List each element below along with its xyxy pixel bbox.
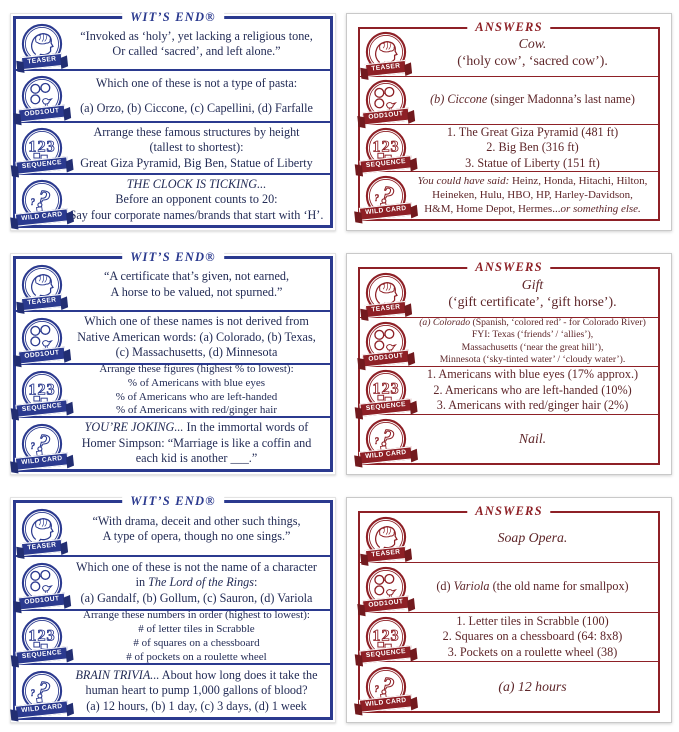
teaser-stamp	[16, 259, 68, 310]
card-sections	[360, 513, 658, 711]
wildcard-stamp	[16, 418, 68, 469]
section-teaser	[16, 503, 330, 555]
odd1out-ribbon-label: ODD1OUT	[362, 596, 410, 613]
odd1out-ribbon-label: ODD1OUT	[18, 593, 66, 610]
sequence-ribbon-label: SEQUENCE	[15, 157, 68, 175]
card-sections	[16, 19, 330, 225]
card-title: ANSWERS	[467, 260, 550, 275]
section-sequence	[360, 366, 658, 415]
answer-card-1	[346, 13, 672, 231]
section-sequence	[16, 609, 330, 663]
answer-card-3	[346, 497, 672, 723]
section-odd1out	[16, 310, 330, 363]
teaser-ribbon-label: TEASER	[21, 539, 63, 556]
section-text: Arrange these figures (highest % to lowest): % of Americans with blue eyes % of Americans who are left-handed % of Americans with red/ginger hair	[99, 362, 294, 417]
section-wildcard	[360, 414, 658, 463]
question-card-3-frame	[13, 494, 333, 720]
wildcard-stamp	[16, 665, 68, 717]
section-text: “Invoked as ‘holy’, yet lacking a religious tone, Or called ‘sacred’, and left alone.”	[80, 28, 313, 58]
section-odd1out	[360, 562, 658, 612]
answer-card-1-frame	[358, 20, 660, 221]
section-teaser	[360, 269, 658, 317]
section-odd1out	[360, 317, 658, 366]
answer-card-3-frame	[358, 504, 660, 713]
section-teaser	[360, 29, 658, 76]
card-sections	[16, 503, 330, 717]
section-sequence	[16, 121, 330, 173]
question-card-1-frame	[13, 10, 333, 228]
question-card-1	[10, 10, 336, 231]
odd1out-ribbon-label: ODD1OUT	[362, 108, 410, 125]
wildcard-ribbon-label: WILD CARD	[359, 447, 413, 465]
section-sequence	[360, 612, 658, 662]
section-wildcard	[16, 173, 330, 225]
odd1out-ribbon-label: ODD1OUT	[18, 105, 66, 122]
odd1out-stamp	[16, 557, 68, 609]
sequence-ribbon-label: SEQUENCE	[15, 647, 68, 665]
question-card-2-frame	[13, 250, 333, 472]
section-text: Which one of these names is not derived from Native American words: (a) Colorado, (b) Texas, (c) Massachusetts, (d) Minnesota	[77, 314, 316, 360]
wildcard-stamp	[360, 415, 412, 463]
section-text: Which one of these is not a type of pasta: (a) Orzo, (b) Ciccone, (c) Capellini, (d) Farfalle	[80, 76, 313, 115]
section-sequence	[16, 363, 330, 416]
card-sections	[360, 269, 658, 463]
section-teaser	[360, 513, 658, 562]
question-card-3	[10, 494, 336, 723]
teaser-stamp	[360, 269, 412, 317]
wildcard-ribbon-label: WILD CARD	[359, 695, 413, 713]
section-text: Arrange these famous structures by height (tallest to shortest): Great Giza Pyramid, Big Ben, Statue of Liberty	[80, 124, 313, 170]
sequence-stamp	[16, 611, 68, 663]
card-title: ANSWERS	[467, 504, 550, 519]
odd1out-stamp	[360, 318, 412, 366]
card-title: WIT’S END®	[122, 494, 224, 509]
section-text: (a) 12 hours	[498, 678, 567, 694]
sequence-stamp	[16, 123, 68, 173]
section-text: 1. The Great Giza Pyramid (481 ft) 2. Big Ben (316 ft) 3. Statue of Liberty (151 ft)	[446, 124, 619, 170]
section-text: Which one of these is not the name of a character in The Lord of the Rings: (a) Gandalf, (b) Gollum, (c) Sauron, (d) Variola	[76, 559, 317, 605]
teaser-stamp	[360, 513, 412, 562]
odd1out-ribbon-label: ODD1OUT	[362, 350, 410, 367]
section-text: BRAIN TRIVIA... About how long does it take the human heart to pump 1,000 gallons of blood? (a) 12 hours, (b) 1 day, (c) 3 days, (d) 1 week	[75, 667, 318, 713]
teaser-stamp	[360, 29, 412, 76]
section-text: THE CLOCK IS TICKING... Before an opponent counts to 20: Say four corporate names/brands that start with ‘H’.	[69, 176, 324, 222]
teaser-stamp	[16, 19, 68, 69]
wildcard-stamp	[360, 172, 412, 219]
teaser-ribbon-label: TEASER	[365, 546, 407, 563]
section-text: Gift (‘gift certificate’, ‘gift horse’).	[448, 276, 617, 309]
section-teaser	[16, 19, 330, 69]
wildcard-ribbon-label: WILD CARD	[359, 203, 413, 221]
section-wildcard	[360, 661, 658, 711]
section-text: YOU’RE JOKING... In the immortal words of Homer Simpson: “Marriage is like a coffin and each kid is another ___.”	[81, 420, 312, 466]
card-title: ANSWERS	[467, 20, 550, 35]
card-title: WIT’S END®	[122, 10, 224, 25]
answer-card-2-frame	[358, 260, 660, 465]
section-wildcard	[16, 416, 330, 469]
section-sequence	[360, 124, 658, 172]
sequence-stamp	[360, 125, 412, 172]
section-odd1out	[360, 76, 658, 124]
odd1out-ribbon-label: ODD1OUT	[18, 347, 66, 364]
section-odd1out	[16, 555, 330, 609]
teaser-ribbon-label: TEASER	[21, 294, 63, 311]
card-sections	[16, 259, 330, 469]
sequence-ribbon-label: SEQUENCE	[15, 400, 68, 418]
sequence-ribbon-label: SEQUENCE	[359, 645, 412, 663]
section-text: Cow. (‘holy cow’, ‘sacred cow’).	[457, 36, 608, 69]
section-text: (b) Ciccone (singer Madonna’s last name)	[430, 92, 635, 107]
section-teaser	[16, 259, 330, 310]
section-text: (d) Variola (the old name for smallpox)	[436, 579, 629, 594]
teaser-ribbon-label: TEASER	[365, 60, 407, 77]
section-wildcard	[360, 171, 658, 219]
wildcard-ribbon-label: WILD CARD	[15, 209, 69, 227]
section-text: Arrange these numbers in order (highest to lowest): # of letter tiles in Scrabble # of squares on a chessboard # of pockets on a roulette wheel	[83, 609, 310, 663]
wildcard-ribbon-label: WILD CARD	[15, 701, 69, 719]
odd1out-stamp	[360, 77, 412, 124]
teaser-ribbon-label: TEASER	[365, 301, 407, 318]
card-sections	[360, 29, 658, 219]
wildcard-stamp	[360, 662, 412, 711]
teaser-ribbon-label: TEASER	[21, 53, 63, 70]
wildcard-ribbon-label: WILD CARD	[15, 453, 69, 471]
odd1out-stamp	[16, 71, 68, 121]
sequence-stamp	[360, 613, 412, 662]
wildcard-stamp	[16, 175, 68, 225]
odd1out-stamp	[360, 563, 412, 612]
section-text: You could have said: Heinz, Honda, Hitachi, Hilton, Heineken, Hulu, HBO, HP, Harley-Davidson, H&M, Home Depot, Hermes...or something else.	[417, 174, 648, 215]
section-wildcard	[16, 663, 330, 717]
section-text: (a) Colorado (Spanish, ‘colored red’ - for Colorado River) FYI: Texas (‘friends’ / ‘allies’), Massachusetts (‘near the great hill’), Minnesota (‘sky-tinted water’ / ‘cloudy water’).	[419, 317, 646, 365]
section-text: “A certificate that’s given, not earned, A horse to be valued, not spurned.”	[103, 269, 290, 299]
section-text: Soap Opera.	[497, 529, 568, 545]
section-text: “With drama, deceit and other such things, A type of opera, though no one sings.”	[92, 513, 301, 543]
question-card-2	[10, 250, 336, 475]
answer-card-2	[346, 253, 672, 475]
section-odd1out	[16, 69, 330, 121]
odd1out-stamp	[16, 312, 68, 363]
section-text: Nail.	[518, 431, 547, 447]
section-text: 1. Americans with blue eyes (17% approx.) 2. Americans who are left-handed (10%) 3. Americans with red/ginger hair (2%)	[426, 367, 639, 413]
sequence-ribbon-label: SEQUENCE	[359, 398, 412, 416]
card-title: WIT’S END®	[122, 250, 224, 265]
section-text: 1. Letter tiles in Scrabble (100) 2. Squares on a chessboard (64: 8x8) 3. Pockets on a roulette wheel (38)	[442, 613, 623, 659]
teaser-stamp	[16, 503, 68, 555]
sequence-stamp	[360, 367, 412, 415]
sequence-ribbon-label: SEQUENCE	[359, 155, 412, 173]
sequence-stamp	[16, 365, 68, 416]
